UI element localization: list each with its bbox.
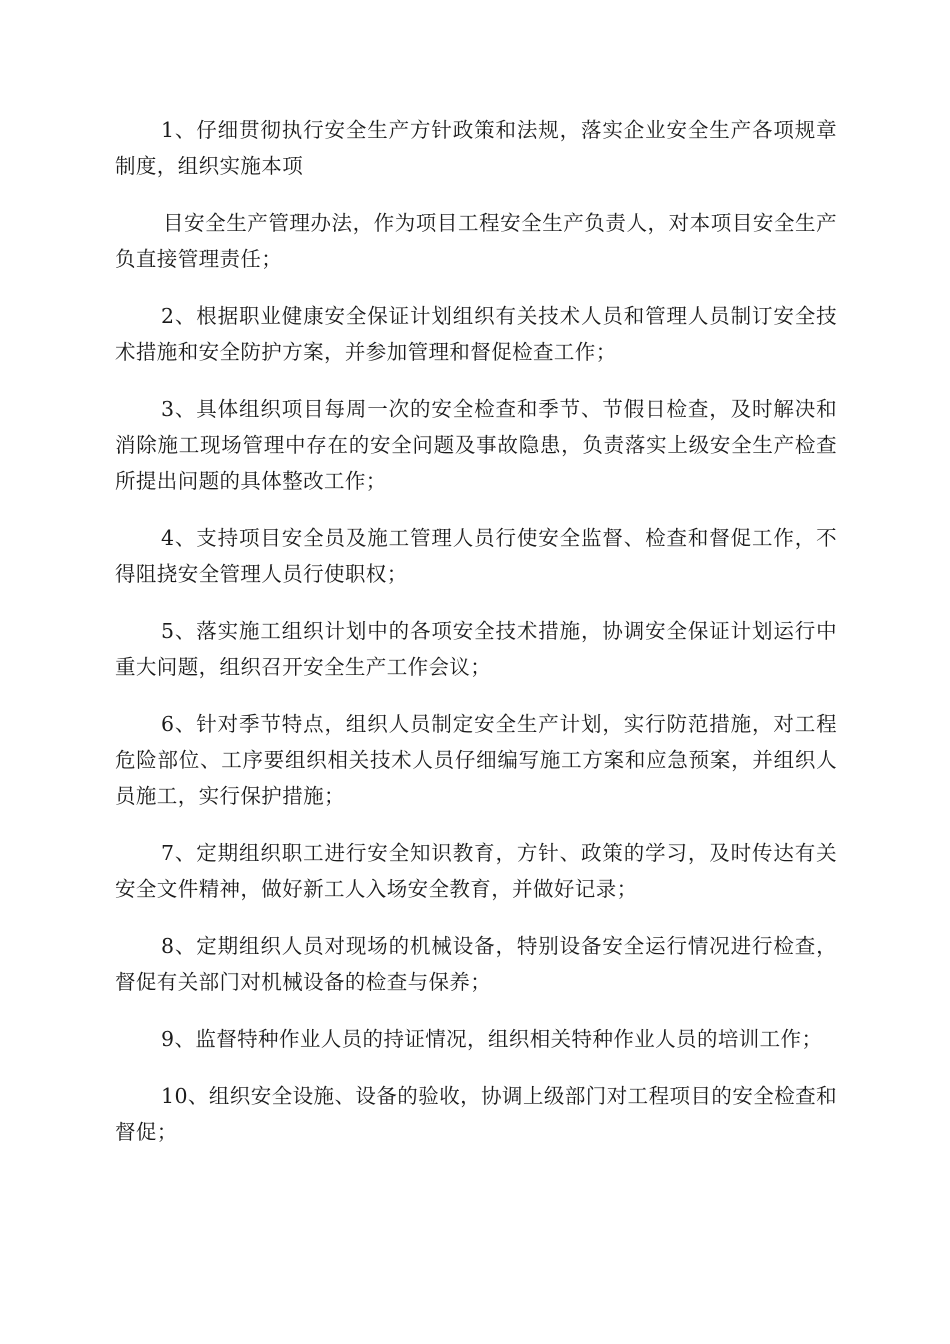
paragraph-1-continued: 目安全生产管理办法，作为项目工程安全生产负责人，对本项目安全生产负直接管理责任；: [115, 211, 837, 271]
paragraph-7: 7、定期组织职工进行安全知识教育，方针、政策的学习，及时传达有关安全文件精神，做好新工人入场安全教育，并做好记录；: [115, 841, 837, 901]
paragraph-8: 8、定期组织人员对现场的机械设备，特别设备安全运行情况进行检查，督促有关部门对机械设备的检查与保养；: [115, 934, 837, 994]
document-body: [115, 112, 837, 1171]
paragraph-3: 3、具体组织项目每周一次的安全检查和季节、节假日检查，及时解决和消除施工现场管理中存在的安全问题及事故隐患，负责落实上级安全生产检查所提出问题的具体整改工作；: [115, 397, 837, 493]
paragraph-2: 2、根据职业健康安全保证计划组织有关技术人员和管理人员制订安全技术措施和安全防护方案，并参加管理和督促检查工作；: [115, 304, 837, 364]
paragraph-1: 1、仔细贯彻执行安全生产方针政策和法规，落实企业安全生产各项规章制度，组织实施本项: [115, 118, 837, 178]
paragraph-4: 4、支持项目安全员及施工管理人员行使安全监督、检查和督促工作，不得阻挠安全管理人员行使职权；: [115, 526, 837, 586]
paragraph-9: 9、监督特种作业人员的持证情况，组织相关特种作业人员的培训工作；: [161, 1027, 823, 1051]
paragraph-5: 5、落实施工组织计划中的各项安全技术措施，协调安全保证计划运行中重大问题，组织召开安全生产工作会议；: [115, 619, 837, 679]
paragraph-6: 6、针对季节特点，组织人员制定安全生产计划，实行防范措施，对工程危险部位、工序要组织相关技术人员仔细编写施工方案和应急预案，并组织人员施工，实行保护措施；: [115, 712, 837, 808]
paragraph-10: 10、组织安全设施、设备的验收，协调上级部门对工程项目的安全检查和督促；: [115, 1084, 837, 1144]
